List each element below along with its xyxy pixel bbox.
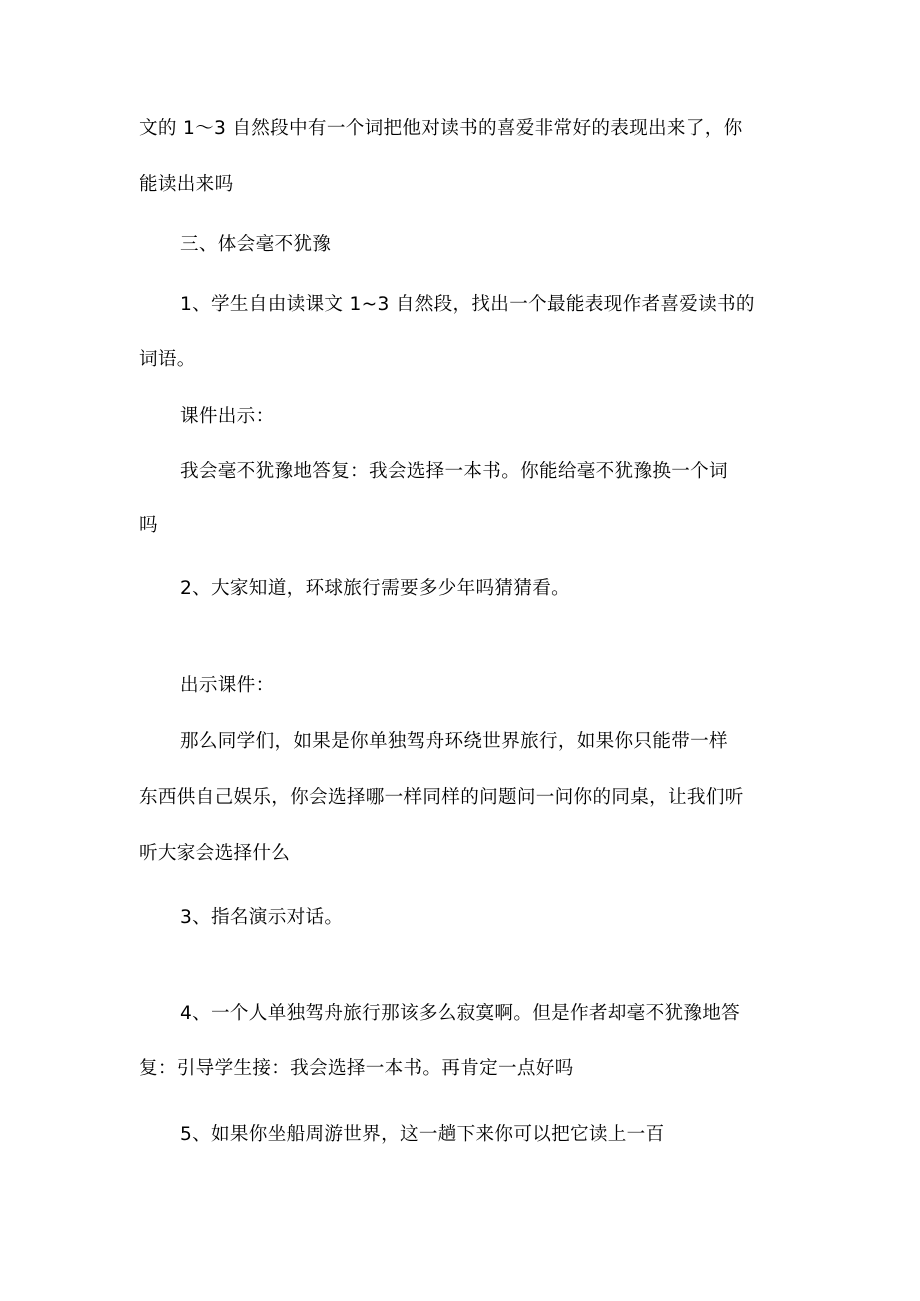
text-line: 吗 xyxy=(139,515,158,536)
text-line: 东西供自己娱乐，你会选择哪一样同样的问题问一问你的同桌，让我们听 xyxy=(139,787,744,808)
text-line: 文的 1～3 自然段中有一个词把他对读书的喜爱非常好的表现出来了，你 xyxy=(139,118,743,139)
text-line: 1、学生自由读课文 1~3 自然段，找出一个最能表现作者喜爱读书的 xyxy=(180,294,755,315)
text-line: 课件出示： xyxy=(180,406,275,427)
section-heading: 三、体会毫不犹豫 xyxy=(180,234,332,255)
text-line: 词语。 xyxy=(139,349,196,370)
text-line: 4、一个人单独驾舟旅行那该多么寂寞啊。但是作者却毫不犹豫地答 xyxy=(180,1003,741,1024)
text-line: 我会毫不犹豫地答复：我会选择一本书。你能给毫不犹豫换一个词 xyxy=(180,461,728,482)
text-line: 5、如果你坐船周游世界，这一趟下来你可以把它读上一百 xyxy=(180,1124,665,1145)
text-line: 复：引导学生接：我会选择一本书。再肯定一点好吗 xyxy=(139,1058,574,1079)
text-line: 2、大家知道，环球旅行需要多少年吗猜猜看。 xyxy=(180,578,571,599)
text-line: 出示课件： xyxy=(180,675,275,696)
text-line: 那么同学们，如果是你单独驾舟环绕世界旅行，如果你只能带一样 xyxy=(180,731,728,752)
text-line: 3、指名演示对话。 xyxy=(180,907,344,928)
text-line: 能读出来吗 xyxy=(139,174,234,195)
text-line: 听大家会选择什么 xyxy=(139,843,291,864)
